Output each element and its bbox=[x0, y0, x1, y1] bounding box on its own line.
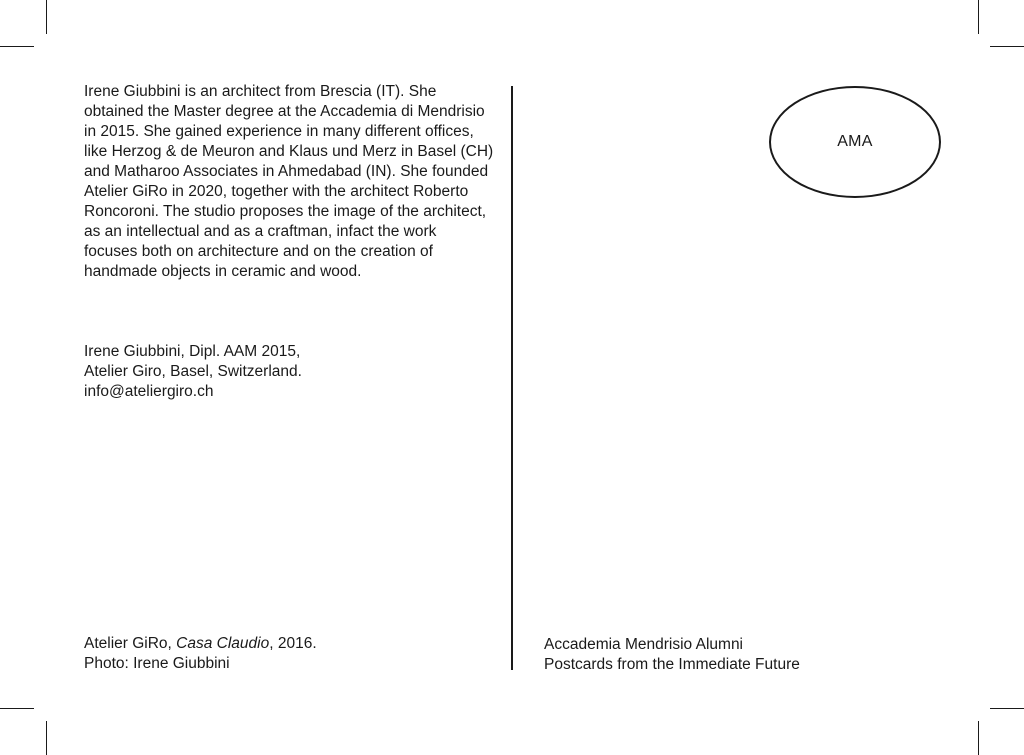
stamp-label: AMA bbox=[837, 133, 873, 150]
contact-studio-line: Atelier Giro, Basel, Switzerland. bbox=[84, 363, 302, 380]
caption-work-title: Casa Claudio bbox=[176, 635, 270, 652]
crop-mark-top-right-horizontal bbox=[990, 46, 1024, 47]
crop-mark-top-left-vertical bbox=[46, 0, 47, 34]
postcard-divider bbox=[511, 86, 513, 670]
biography bbox=[84, 82, 494, 282]
biography-paragraph: Irene Giubbini is an architect from Brescia (IT). She obtained the Master degree at the Accademia di Mendrisio in 2015. She gained experience in many different offices, like Herzog & de Meuron and Klaus und Merz in Basel (CH) and Matharoo Associates in Ahmedabad (IN). She founded Atelier GiRo in 2020, together with the architect Roberto Roncoroni. The studio proposes the image of the architect, as an intellectual and as a craftman, infact the work focuses both on architecture and on the creation of handmade objects in ceramic and wood. bbox=[84, 83, 494, 280]
crop-mark-bottom-right-vertical bbox=[978, 721, 979, 755]
contact-name-line: Irene Giubbini, Dipl. AAM 2015, bbox=[84, 343, 301, 360]
image-caption bbox=[84, 634, 484, 674]
contact-info bbox=[84, 342, 484, 402]
footer-series-title: Postcards from the Immediate Future bbox=[544, 656, 800, 673]
crop-mark-bottom-left-vertical bbox=[46, 721, 47, 755]
caption-author: Atelier GiRo, bbox=[84, 635, 177, 652]
caption-year: , 2016. bbox=[269, 635, 317, 652]
footer-organization: Accademia Mendrisio Alumni bbox=[544, 636, 744, 653]
crop-mark-top-right-vertical bbox=[978, 0, 979, 34]
crop-mark-bottom-right-horizontal bbox=[990, 708, 1024, 709]
crop-mark-bottom-left-horizontal bbox=[0, 708, 34, 709]
caption-work-line bbox=[84, 634, 484, 654]
caption-photo-credit: Photo: Irene Giubbini bbox=[84, 655, 230, 672]
contact-email: info@ateliergiro.ch bbox=[84, 383, 214, 400]
stamp-oval bbox=[769, 86, 941, 198]
series-footer bbox=[544, 635, 964, 675]
crop-mark-top-left-horizontal bbox=[0, 46, 34, 47]
